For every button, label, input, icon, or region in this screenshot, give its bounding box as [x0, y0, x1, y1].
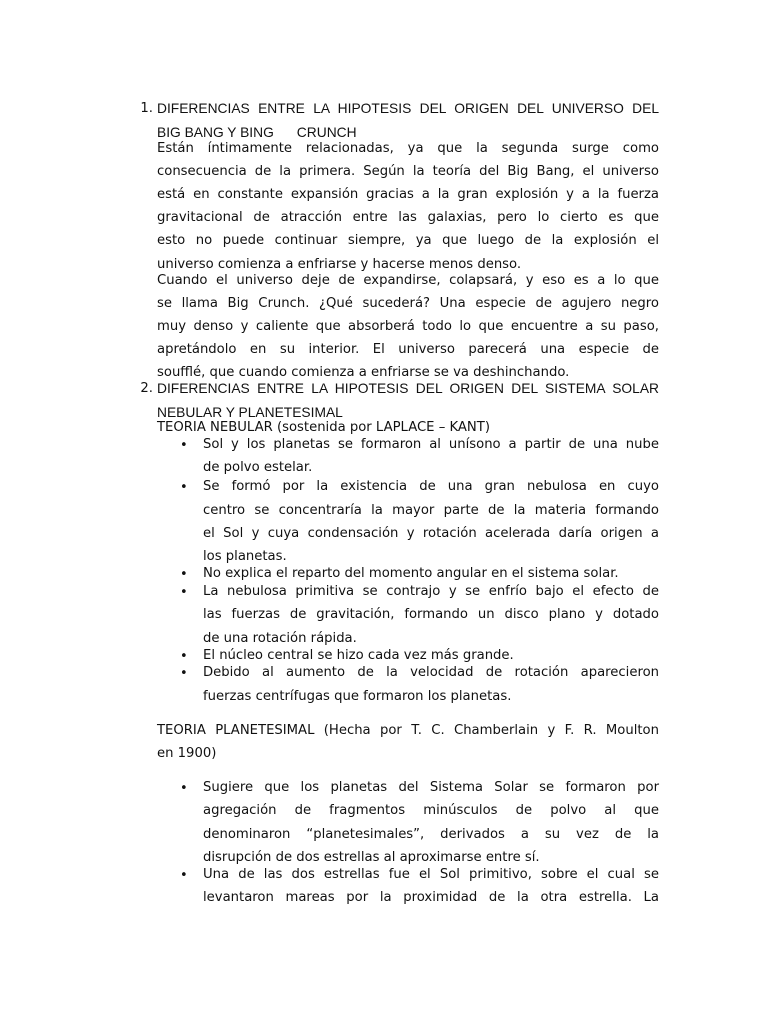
section1-heading-line-1: DIFERENCIAS ENTRE LA HIPOTESIS DEL ORIGEN DEL UNIVERSO DEL — [157, 101, 659, 116]
nebular-bullet-2-line-1: Se formó por la existencia de una gran nebulosa en cuyo — [203, 479, 659, 494]
planetesimal-bullet-1-line-3: denominaron “planetesimales”, derivados a su vez de la — [203, 827, 659, 842]
paragraph1-line-2: consecuencia de la primera. Según la teoría del Big Bang, el universo — [157, 164, 659, 179]
nebular-bullet-4-line-3: de una rotación rápida. — [203, 631, 357, 646]
bullet-icon: • — [180, 649, 188, 664]
nebular-bullet-1-line-1: Sol y los planetas se formaron al unísono a partir de una nube — [203, 437, 659, 452]
nebular-bullet-3-line-1: No explica el reparto del momento angular en el sistema solar. — [203, 566, 619, 581]
bullet-icon: • — [180, 666, 188, 681]
section1-heading-line-2: BIG BANG Y BING CRUNCH — [157, 125, 357, 140]
nebular-bullet-5-line-1: El núcleo central se hizo cada vez más grande. — [203, 648, 514, 663]
bullet-icon: • — [180, 585, 188, 600]
nebular-bullet-4-line-2: las fuerzas de gravitación, formando un disco plano y dotado — [203, 607, 659, 622]
list-number-1: 1. — [140, 101, 153, 116]
nebular-bullet-6-line-1: Debido al aumento de la velocidad de rotación aparecieron — [203, 665, 659, 680]
paragraph2-line-2: se llama Big Crunch. ¿Qué sucederá? Una especie de agujero negro — [157, 296, 659, 311]
list-number-2: 2. — [140, 381, 153, 396]
nebular-bullet-2-line-4: los planetas. — [203, 549, 287, 564]
section2-heading-line-2: NEBULAR Y PLANETESIMAL — [157, 405, 343, 420]
planetesimal-bullet-2-line-2: levantaron mareas por la proximidad de la otra estrella. La — [203, 890, 659, 905]
paragraph2-line-5: soufflé, que cuando comienza a enfriarse se va deshinchando. — [157, 365, 570, 380]
paragraph2-line-4: apretándolo en su interior. El universo parecerá una especie de — [157, 342, 659, 357]
nebular-title: TEORIA NEBULAR (sostenida por LAPLACE – KANT) — [157, 420, 490, 435]
paragraph2-line-1: Cuando el universo deje de expandirse, colapsará, y eso es a lo que — [157, 273, 659, 288]
planetesimal-bullet-1-line-2: agregación de fragmentos minúsculos de polvo al que — [203, 803, 659, 818]
planetesimal-bullet-1-line-4: disrupción de dos estrellas al aproximarse entre sí. — [203, 850, 540, 865]
section2-heading-line-1: DIFERENCIAS ENTRE LA HIPOTESIS DEL ORIGEN DEL SISTEMA SOLAR — [157, 381, 659, 396]
nebular-bullet-1-line-2: de polvo estelar. — [203, 460, 313, 475]
bullet-icon: • — [180, 868, 188, 883]
paragraph1-line-1: Están íntimamente relacionadas, ya que la segunda surge como — [157, 141, 659, 156]
planetesimal-title-line-1: TEORIA PLANETESIMAL (Hecha por T. C. Chamberlain y F. R. Moulton — [157, 723, 659, 738]
paragraph1-line-3: está en constante expansión gracias a la gran explosión y a la fuerza — [157, 187, 659, 202]
paragraph2-line-3: muy denso y caliente que absorberá todo lo que encuentre a su paso, — [157, 319, 659, 334]
bullet-icon: • — [180, 438, 188, 453]
nebular-bullet-4-line-1: La nebulosa primitiva se contrajo y se enfrío bajo el efecto de — [203, 584, 659, 599]
bullet-icon: • — [180, 567, 188, 582]
nebular-bullet-6-line-2: fuerzas centrífugas que formaron los planetas. — [203, 689, 512, 704]
planetesimal-bullet-2-line-1: Una de las dos estrellas fue el Sol primitivo, sobre el cual se — [203, 867, 659, 882]
paragraph1-line-6: universo comienza a enfriarse y hacerse menos denso. — [157, 257, 522, 272]
paragraph1-line-4: gravitacional de atracción entre las galaxias, pero lo cierto es que — [157, 210, 659, 225]
nebular-bullet-2-line-2: centro se concentraría la mayor parte de la materia formando — [203, 503, 659, 518]
bullet-icon: • — [180, 781, 188, 796]
paragraph1-line-5: esto no puede continuar siempre, ya que luego de la explosión el — [157, 233, 659, 248]
nebular-bullet-2-line-3: el Sol y cuya condensación y rotación acelerada daría origen a — [203, 526, 659, 541]
planetesimal-title-line-2: en 1900) — [157, 746, 217, 761]
bullet-icon: • — [180, 480, 188, 495]
planetesimal-bullet-1-line-1: Sugiere que los planetas del Sistema Solar se formaron por — [203, 780, 659, 795]
